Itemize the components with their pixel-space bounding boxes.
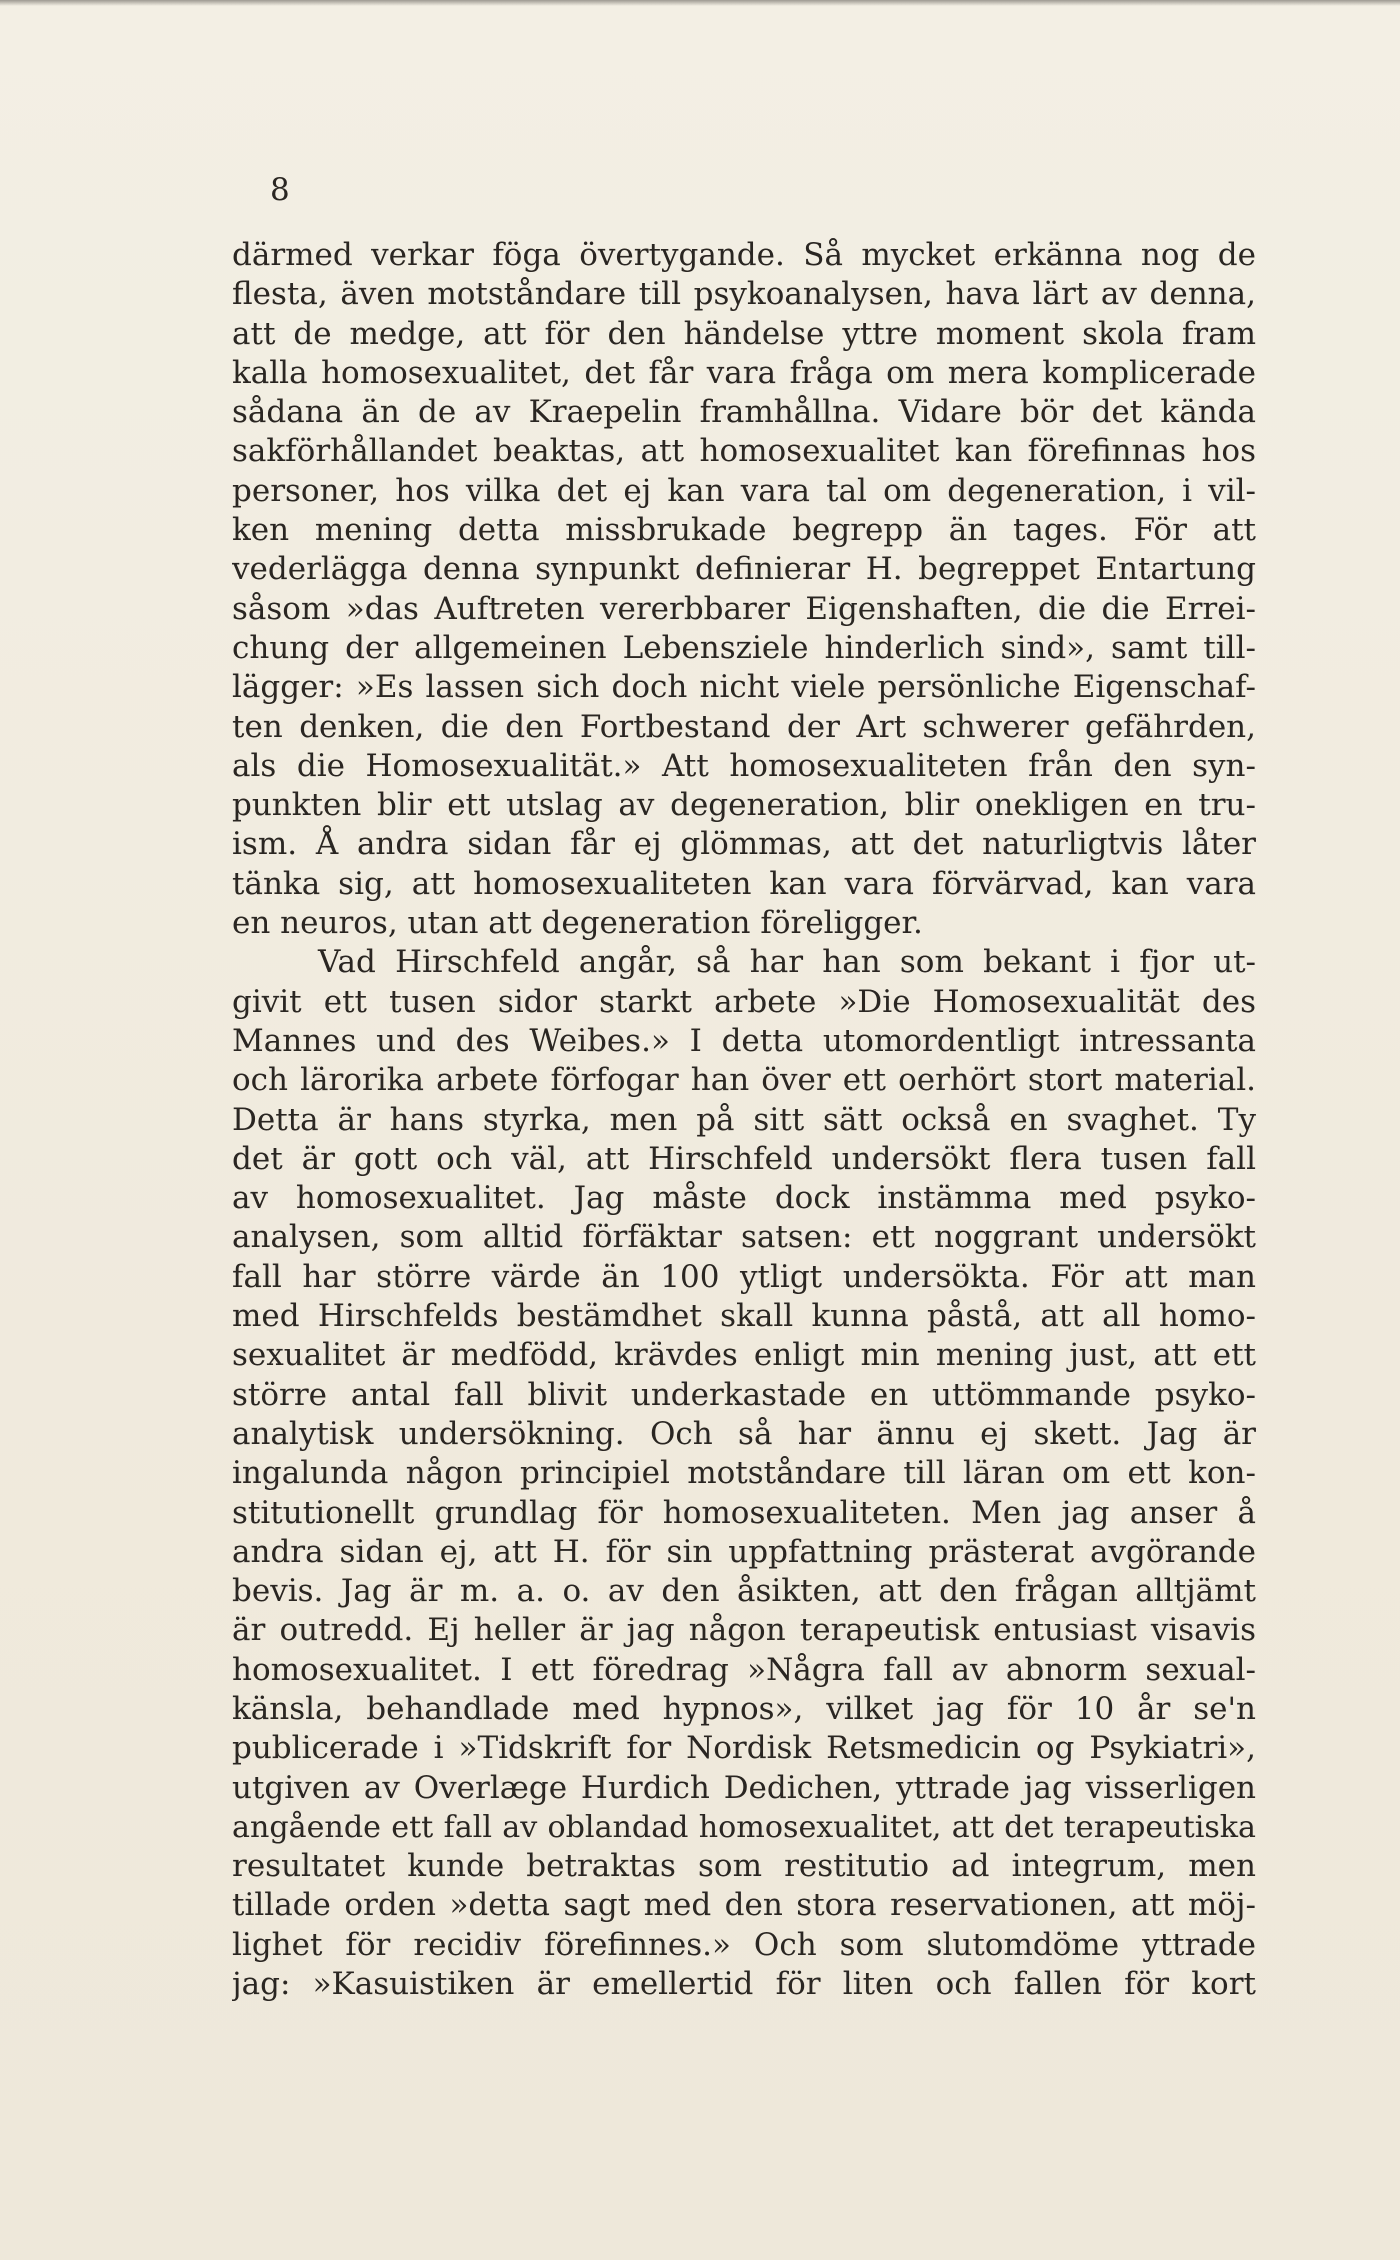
text-line: känsla, behandlade med hypnos», vilket jag för 10 år se'n (232, 1690, 1256, 1727)
text-line: fall har större värde än 100 ytligt undersökta. För att man (232, 1258, 1256, 1295)
text-line: vederlägga denna synpunkt definierar H. begreppet Entartung (232, 551, 1256, 588)
text-line: bevis. Jag är m. a. o. av den åsikten, att den frågan alltjämt (232, 1573, 1256, 1610)
text-line: sexualitet är medfödd, krävdes enligt min mening just, att ett (232, 1337, 1256, 1374)
text-line: lägger: »Es lassen sich doch nicht viele persönliche Eigenschaf- (232, 669, 1256, 706)
text-line: ingalunda någon principiel motståndare till läran om ett kon- (232, 1455, 1256, 1492)
text-line: stitutionellt grundlag för homosexualiteten. Men jag anser å (232, 1494, 1256, 1531)
text-line: jag: »Kasuistiken är emellertid för liten och fallen för kort (232, 1966, 1256, 2003)
text-line: är outredd. Ej heller är jag någon terapeutisk entusiast visavis (232, 1612, 1256, 1649)
text-line: als die Homosexualität.» Att homosexualiteten från den syn- (232, 747, 1256, 784)
text-line: chung der allgemeinen Lebensziele hinderlich sind», samt till- (232, 629, 1256, 666)
text-line: att de medge, att för den händelse yttre moment skola fram (232, 315, 1256, 352)
text-line: tillade orden »detta sagt med den stora reservationen, att möj- (232, 1887, 1256, 1924)
body-text (232, 236, 1256, 2004)
text-line: utgiven av Overlæge Hurdich Dedichen, yttrade jag visserligen (232, 1769, 1256, 1806)
text-line: därmed verkar föga övertygande. Så mycket erkänna nog de (232, 237, 1256, 273)
text-line: större antal fall blivit underkastade en uttömmande psyko- (232, 1376, 1256, 1413)
text-line: lighet för recidiv förefinnes.» Och som slutomdöme yttrade (232, 1926, 1256, 1963)
text-line: personer, hos vilka det ej kan vara tal om degeneration, i vil- (232, 472, 1256, 509)
text-line: med Hirschfelds bestämdhet skall kunna påstå, att all homo- (232, 1298, 1256, 1335)
text-line: en neuros, utan att degeneration föreligger. (232, 905, 923, 942)
text-line: homosexualitet. I ett föredrag »Några fall av abnorm sexual- (232, 1651, 1256, 1688)
text-line: ism. Å andra sidan får ej glömmas, att det naturligtvis låter (232, 826, 1256, 863)
text-line: andra sidan ej, att H. för sin uppfattning prästerat avgörande (232, 1533, 1256, 1570)
text-line: kalla homosexualitet, det får vara fråga om mera komplicerade (232, 354, 1256, 391)
text-line: Vad Hirschfeld angår, så har han som bekant i fjor ut- (318, 944, 1256, 981)
page-edge-shadow (0, 0, 1400, 6)
page-number: 8 (270, 172, 290, 208)
text-line: sakförhållandet beaktas, att homosexualitet kan förefinnas hos (232, 433, 1256, 470)
text-line: Mannes und des Weibes.» I detta utomordentligt intressanta (232, 1022, 1256, 1059)
text-line: publicerade i »Tidskrift for Nordisk Retsmedicin og Psykiatri», (232, 1730, 1256, 1767)
text-line: såsom »das Auftreten vererbbarer Eigenshaften, die die Errei- (232, 590, 1256, 627)
text-line: resultatet kunde betraktas som restitutio ad integrum, men (232, 1848, 1256, 1885)
text-line: det är gott och väl, att Hirschfeld undersökt flera tusen fall (232, 1140, 1256, 1177)
text-line: ten denken, die den Fortbestand der Art schwerer gefährden, (232, 708, 1256, 745)
text-line: Detta är hans styrka, men på sitt sätt också en svaghet. Ty (232, 1101, 1256, 1138)
text-line: ken mening detta missbrukade begrepp än tages. För att (232, 512, 1256, 549)
text-line: givit ett tusen sidor starkt arbete »Die Homosexualität des (232, 983, 1256, 1020)
text-line: flesta, även motståndare till psykoanalysen, hava lärt av denna, (232, 276, 1256, 313)
text-line: punkten blir ett utslag av degeneration, blir onekligen en tru- (232, 787, 1256, 824)
text-line: av homosexualitet. Jag måste dock instämma med psyko- (232, 1180, 1256, 1217)
text-line: sådana än de av Kraepelin framhållna. Vidare bör det kända (232, 394, 1256, 431)
text-line: analytisk undersökning. Och så har ännu ej skett. Jag är (232, 1415, 1256, 1452)
text-line: tänka sig, att homosexualiteten kan vara förvärvad, kan vara (232, 865, 1256, 902)
text-line: och lärorika arbete förfogar han över ett oerhört stort material. (232, 1062, 1256, 1099)
text-line: angående ett fall av oblandad homosexualitet, att det terapeutiska (232, 1809, 1256, 1845)
text-line: analysen, som alltid förfäktar satsen: ett noggrant undersökt (232, 1219, 1256, 1256)
